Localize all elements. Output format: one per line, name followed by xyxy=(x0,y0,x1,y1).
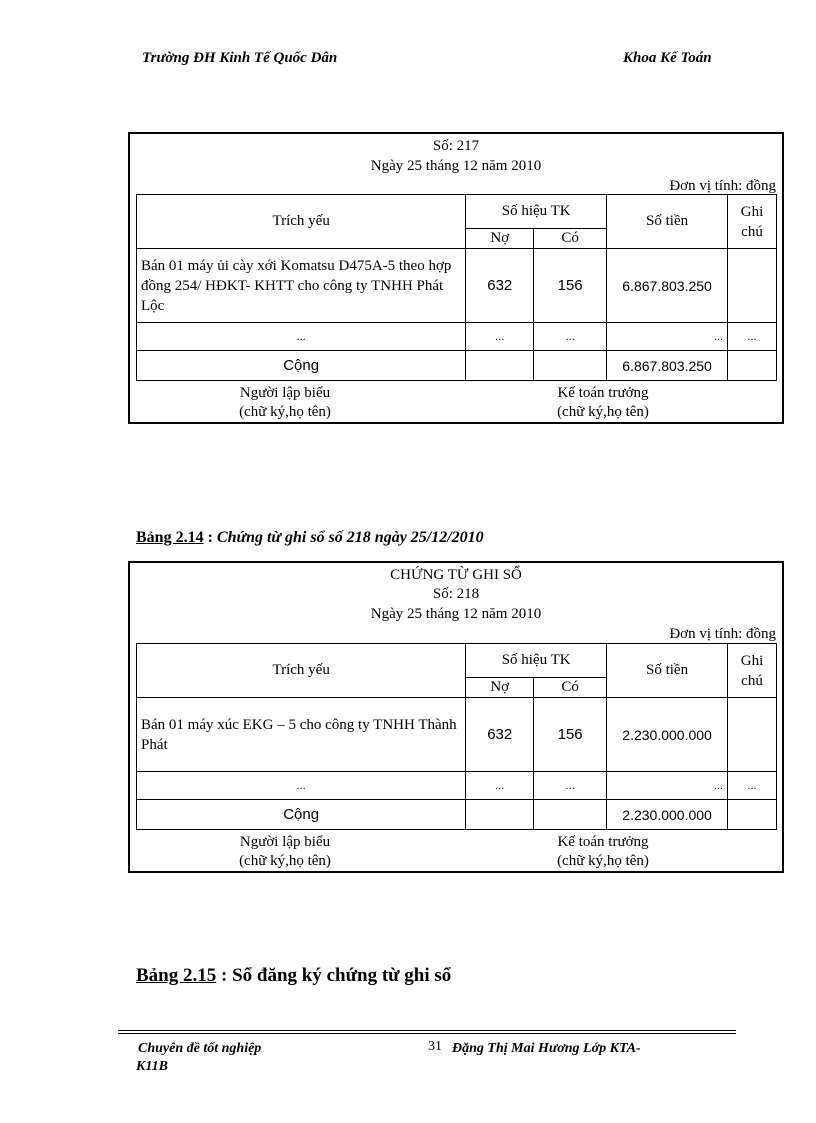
table-2-14-title xyxy=(136,529,484,547)
ellipsis-debit: ... xyxy=(466,323,534,351)
ellipsis-note: ... xyxy=(728,323,777,351)
signer-title: Người lập biểu xyxy=(239,385,331,401)
col-account-header: Số hiệu TK xyxy=(466,644,607,678)
page-number: 31 xyxy=(428,1039,442,1054)
table-caption: Chứng từ ghi sổ số 218 ngày 25/12/2010 xyxy=(216,529,484,546)
currency-unit: Đơn vị tính: đồng xyxy=(669,626,776,642)
row-debit: 632 xyxy=(466,249,534,323)
footer-rule xyxy=(118,1030,736,1031)
signer-chief-accountant xyxy=(518,833,688,871)
footer-title: Chuyên đề tốt nghiệp xyxy=(138,1041,262,1056)
table-label: Bảng 2.15 xyxy=(136,965,217,986)
col-note-header: Ghi chú xyxy=(728,195,777,249)
voucher-number: Số: 218 xyxy=(432,586,480,602)
col-desc-header: Trích yếu xyxy=(137,644,466,698)
ellipsis-credit: ... xyxy=(534,772,607,800)
voucher-218 xyxy=(128,561,784,873)
ellipsis-debit: ... xyxy=(466,772,534,800)
header-faculty: Khoa Kế Toán xyxy=(623,50,712,66)
table-sep: : xyxy=(203,529,217,546)
table-sep: : xyxy=(216,965,233,986)
voucher-table xyxy=(136,194,777,381)
row-credit: 156 xyxy=(534,698,607,772)
row-debit: 632 xyxy=(466,698,534,772)
col-debit-header: Nợ xyxy=(466,678,534,698)
row-note xyxy=(728,698,777,772)
ellipsis-desc: ... xyxy=(137,772,466,800)
voucher-date: Ngày 25 tháng 12 năm 2010 xyxy=(370,158,542,174)
ellipsis-credit: ... xyxy=(534,323,607,351)
footer-class: K11B xyxy=(136,1059,168,1074)
row-note xyxy=(728,249,777,323)
signer-preparer xyxy=(200,384,370,422)
signer-sub: (chữ ký,họ tên) xyxy=(239,853,331,869)
col-debit-header: Nợ xyxy=(466,229,534,249)
table-label: Bảng 2.14 xyxy=(136,529,204,546)
col-credit-header: Có xyxy=(534,678,607,698)
signer-title: Người lập biểu xyxy=(239,834,331,850)
row-desc: Bán 01 máy xúc EKG – 5 cho công ty TNHH Thành Phát xyxy=(137,698,466,772)
total-label: Cộng xyxy=(137,351,466,381)
ellipsis-amount: ... xyxy=(607,772,728,800)
col-desc-header: Trích yếu xyxy=(137,195,466,249)
signer-sub: (chữ ký,họ tên) xyxy=(239,404,331,420)
voucher-date: Ngày 25 tháng 12 năm 2010 xyxy=(370,606,542,622)
total-label: Cộng xyxy=(137,800,466,830)
total-amount: 2.230.000.000 xyxy=(607,800,728,830)
row-credit: 156 xyxy=(534,249,607,323)
col-account-header: Số hiệu TK xyxy=(466,195,607,229)
ellipsis-desc: ... xyxy=(137,323,466,351)
col-amount-header: Số tiền xyxy=(607,195,728,249)
voucher-217 xyxy=(128,132,784,424)
table-caption: Sổ đăng ký chứng từ ghi sổ xyxy=(232,965,452,986)
ellipsis-amount: ... xyxy=(607,323,728,351)
row-amount: 2.230.000.000 xyxy=(607,698,728,772)
voucher-heading: CHỨNG TỪ GHI SỔ xyxy=(390,567,522,583)
row-desc: Bán 01 máy ủi cày xới Komatsu D475A-5 theo hợp đồng 254/ HĐKT- KHTT cho công ty TNHH Phát Lộc xyxy=(137,249,466,323)
signer-sub: (chữ ký,họ tên) xyxy=(557,404,649,420)
signer-title: Kế toán trưởng xyxy=(557,385,649,401)
signer-title: Kế toán trưởng xyxy=(557,834,649,850)
row-amount: 6.867.803.250 xyxy=(607,249,728,323)
currency-unit: Đơn vị tính: đồng xyxy=(669,178,776,194)
voucher-table xyxy=(136,643,777,830)
col-credit-header: Có xyxy=(534,229,607,249)
footer-rule-2 xyxy=(118,1033,736,1034)
signer-sub: (chữ ký,họ tên) xyxy=(557,853,649,869)
col-note-header: Ghi chú xyxy=(728,644,777,698)
table-2-15-title xyxy=(136,965,451,987)
signer-chief-accountant xyxy=(518,384,688,422)
ellipsis-note: ... xyxy=(728,772,777,800)
header-school: Trường ĐH Kinh Tế Quốc Dân xyxy=(142,50,338,66)
signer-preparer xyxy=(200,833,370,871)
footer-author: Đặng Thị Mai Hương Lớp KTA- xyxy=(452,1041,641,1056)
col-amount-header: Số tiền xyxy=(607,644,728,698)
total-amount: 6.867.803.250 xyxy=(607,351,728,381)
voucher-number: Số: 217 xyxy=(432,138,480,154)
